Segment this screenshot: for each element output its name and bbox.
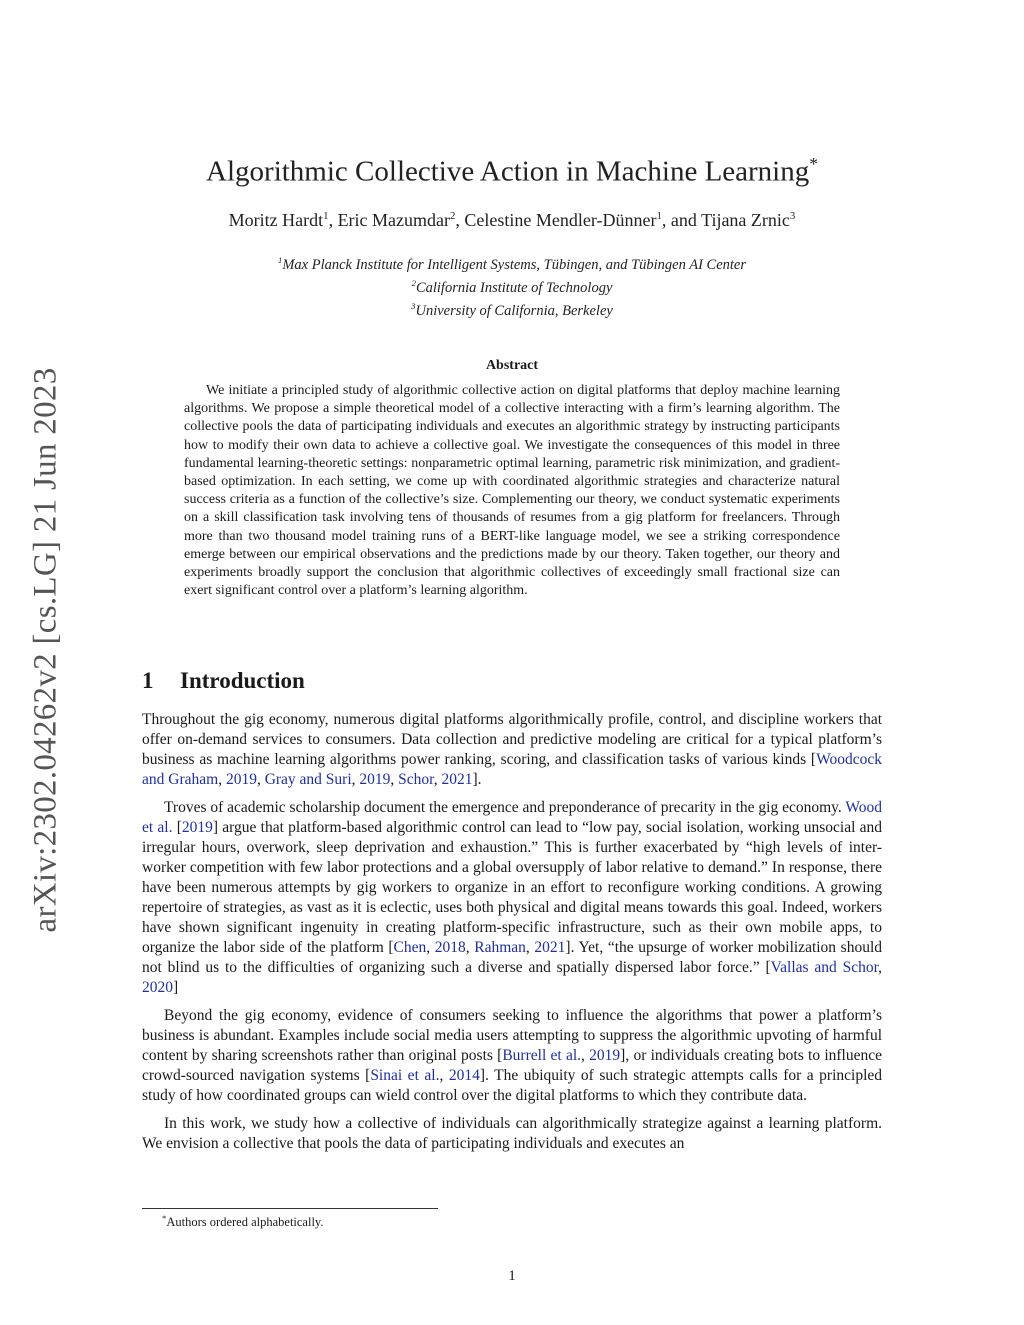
author-affiliation-mark: 1 xyxy=(656,210,662,222)
footnote xyxy=(162,1213,324,1230)
affiliation-mark: 1 xyxy=(277,255,283,265)
paragraph-text: In this work, we study how a collective of individuals can algorithmically strategize against a learning platform. We envision a collective that pools the data of participating individuals and executes an xyxy=(142,1115,882,1152)
paragraph-text: Troves of academic scholarship document the emergence and preponderance of precarity in the gig economy. xyxy=(164,799,846,816)
citation-link[interactable]: Gray and Suri xyxy=(264,771,352,788)
footnote-divider xyxy=(142,1208,438,1209)
paragraph-text: , xyxy=(218,771,226,788)
author-affiliation-mark: 1 xyxy=(323,210,329,222)
section-body xyxy=(142,710,882,1162)
paragraph-text: , xyxy=(433,771,442,788)
title-footnote-mark: * xyxy=(809,154,818,174)
paragraph-text: , xyxy=(581,1047,590,1064)
paper-title xyxy=(0,154,1024,189)
author-separator: , xyxy=(455,210,465,230)
paragraph-text: , xyxy=(465,939,475,956)
author-name: Eric Mazumdar xyxy=(337,210,451,230)
paper-title-text: Algorithmic Collective Action in Machine Learning xyxy=(206,155,810,188)
paragraph-text: Beyond the gig economy, evidence of consumers seeking to influence the algorithms that power a platform’s business is abundant. Examples include social media users attempting to suppress the algorithmic upvoting of harmful content by sharing screenshots rather than original posts [ xyxy=(142,1007,882,1064)
page-number: 1 xyxy=(508,1268,516,1284)
paragraph-text: [ xyxy=(172,819,182,836)
author-list xyxy=(0,210,1024,231)
body-paragraph xyxy=(142,1006,882,1106)
paragraph-text: ] argue that platform-based algorithmic control can lead to “low pay, social isolation, working unsocial and irregular hours, overwork, sleep deprivation and exhaustion.” This is further exacerbated by “high levels of inter-worker competition with few labor protections and a global oversupply of labor relative to demand.” In response, there have been numerous attempts by gig workers to organize in an effort to reconfigure working conditions. A growing repertoire of strategies, as vast as it is eclectic, uses both physical and digital means towards this goal. Indeed, workers have shown significant ingenuity in creating platform-specific infrastructure, such as their own mobile apps, to organize the labor side of the platform [ xyxy=(142,819,882,956)
body-paragraph xyxy=(142,798,882,998)
section-heading xyxy=(142,668,305,694)
paragraph-text: , xyxy=(390,771,399,788)
citation-link[interactable]: Burrell et al. xyxy=(502,1047,582,1064)
paragraph-text: , xyxy=(439,1067,449,1084)
paragraph-text: ] xyxy=(173,979,179,996)
abstract-heading: Abstract xyxy=(485,358,539,373)
citation-link[interactable]: Chen xyxy=(393,939,427,956)
abstract-text: We initiate a principled study of algorithmic collective action on digital platforms that deploy machine learning algorithms. We propose a simple theoretical model of a collective interacting with a firm’s learning algorithm. The collective pools the data of participating individuals and executes an algorithmic strategy by instructing participants how to modify their own data to achieve a collective goal. We investigate the consequences of this model in three fundamental learning-theoretic settings: nonparametric optimal learning, parametric risk minimization, and gradient-based optimization. In each setting, we come up with coordinated algorithmic strategies and characterize natural success criteria as a function of the collective’s size. Complementing our theory, we conduct systematic experiments on a skill classification task involving tens of thousands of resumes from a gig platform for freelancers. Through more than two thousand model training runs of a BERT-like language model, we see a striking correspondence emerge between our empirical observations and the predictions made by our theory. Taken together, our theory and experiments broadly support the conclusion that algorithmic collectives of exceedingly small fractional size can exert significant control over a platform’s learning algorithm. xyxy=(184,383,840,599)
paragraph-text: , xyxy=(256,771,265,788)
author-name: Celestine Mendler-Dünner xyxy=(464,210,657,230)
author-affiliation-mark: 3 xyxy=(789,210,796,222)
citation-link[interactable]: Rahman xyxy=(474,939,526,956)
citation-link[interactable]: 2019 xyxy=(225,771,257,788)
affiliation-mark: 2 xyxy=(411,277,416,288)
footnote-mark: * xyxy=(162,1213,167,1223)
citation-link[interactable]: 2021 xyxy=(441,771,473,788)
citation-link[interactable]: 2019 xyxy=(181,819,213,836)
citation-link[interactable]: Vallas and Schor xyxy=(770,959,879,976)
citation-link[interactable]: Woodcock and Graham xyxy=(142,751,882,788)
citation-link[interactable]: 2014 xyxy=(448,1067,480,1084)
affiliation-line xyxy=(0,274,1024,297)
citation-link[interactable]: 2020 xyxy=(142,979,173,996)
paragraph-text: , xyxy=(878,959,882,976)
citation-link[interactable]: 2018 xyxy=(434,939,466,956)
paragraph-text: ]. Yet, “the upsurge of worker mobilization should not blind us to the difficulties of organizing such a diverse and spatially dispersed labor force.” [ xyxy=(142,939,883,976)
affiliation-text: California Institute of Technology xyxy=(415,279,613,296)
affiliation-mark: 3 xyxy=(411,300,416,311)
author-separator: , and xyxy=(661,210,702,230)
citation-link[interactable]: 2019 xyxy=(589,1047,621,1064)
author-name: Moritz Hardt xyxy=(228,210,324,230)
affiliation-line xyxy=(0,251,1024,274)
citation-link[interactable]: 2021 xyxy=(534,939,566,956)
author-name: Tijana Zrnic xyxy=(701,210,790,230)
affiliation-text: Max Planck Institute for Intelligent Systems, Tübingen, and Tübingen AI Center xyxy=(282,256,746,273)
citation-link[interactable]: 2019 xyxy=(359,771,391,788)
paragraph-text: , xyxy=(426,939,435,956)
footnote-text: Authors ordered alphabetically. xyxy=(166,1215,324,1230)
paragraph-text: , xyxy=(525,939,535,956)
author-affiliation-mark: 2 xyxy=(450,210,456,222)
affiliation-line xyxy=(0,297,1024,320)
body-paragraph xyxy=(142,1114,882,1154)
affiliation-text: University of California, Berkeley xyxy=(415,302,613,319)
section-number: 1 xyxy=(142,668,154,693)
section-title: Introduction xyxy=(180,668,305,693)
citation-link[interactable]: Wood et al. xyxy=(142,799,882,836)
citation-link[interactable]: Schor xyxy=(398,771,434,788)
paragraph-text: ]. xyxy=(472,771,482,788)
paragraph-text: , xyxy=(351,771,360,788)
citation-link[interactable]: Sinai et al. xyxy=(370,1067,440,1084)
author-separator: , xyxy=(328,210,338,230)
paragraph-text: ], or individuals creating bots to influence crowd-sourced navigation systems [ xyxy=(142,1047,883,1084)
affiliation-list xyxy=(0,251,1024,319)
body-paragraph xyxy=(142,710,882,790)
paragraph-text: ]. The ubiquity of such strategic attempts calls for a principled study of how coordinated groups can wield control over the digital platforms to which they contribute data. xyxy=(142,1067,883,1104)
paragraph-text: Throughout the gig economy, numerous digital platforms algorithmically profile, control, and discipline workers that offer on-demand services to consumers. Data collection and predictive modeling are critical for a typical platform’s business as machine learning algorithms power ranking, scoring, and classification tasks of various kinds [ xyxy=(142,711,882,768)
arxiv-identifier-stamp: arXiv:2302.04262v2 [cs.LG] 21 Jun 2023 xyxy=(27,367,64,933)
